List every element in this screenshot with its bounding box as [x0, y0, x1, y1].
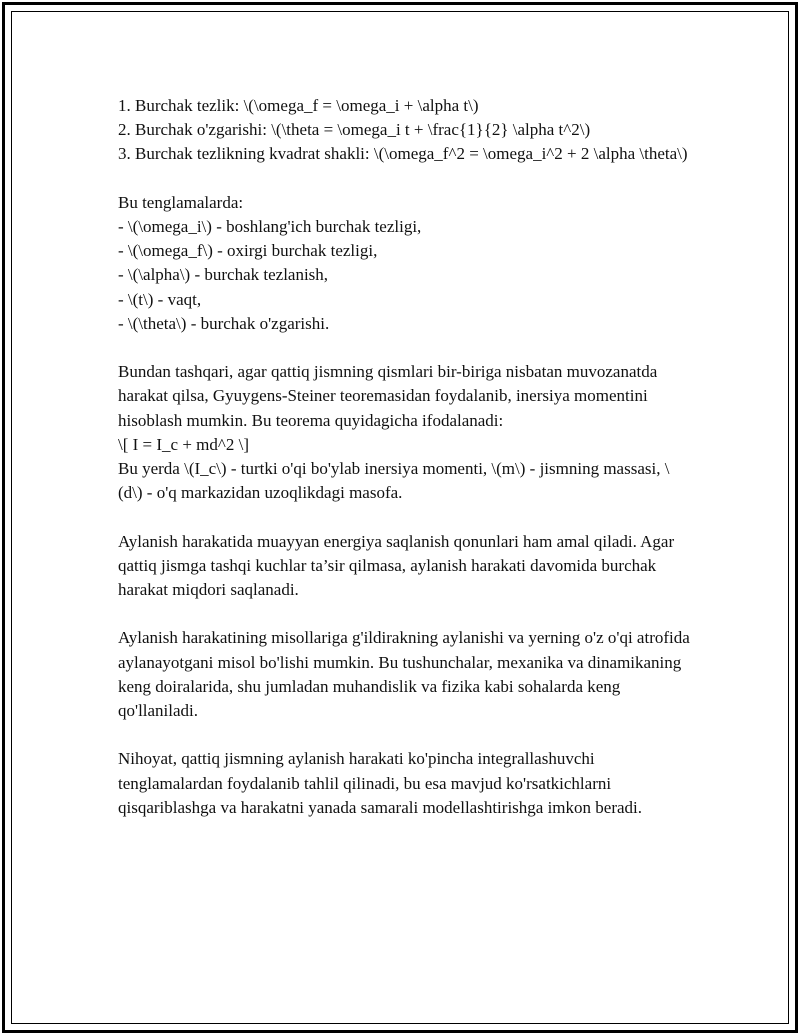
- document-body: [118, 94, 693, 844]
- equation-velocity-squared: 3. Burchak tezlikning kvadrat shakli: \(\omega_f^2 = \omega_i^2 + 2 \alpha \theta\): [118, 144, 688, 164]
- steiner-formula: \[ I = I_c + md^2 \]: [118, 434, 250, 454]
- equations-block: [118, 94, 693, 167]
- equation-angular-displacement: 2. Burchak o'zgarishi: \(\theta = \omega_i t + \frac{1}{2} \alpha t^2\): [118, 120, 591, 140]
- variable-item-omega-f: - \(\omega_f\) - oxirgi burchak tezligi,: [118, 241, 378, 261]
- steiner-text: Bundan tashqari, agar qattiq jismning qismlari bir-biriga nisbatan muvozanatda harakat qilsa, Gyuygens-Steiner teoremasidan foydalanib, inersiya momentini hisoblash mumkin. Bu teorema quyidagicha ifodalanadi:: [118, 362, 658, 430]
- variable-item-omega-i: - \(\omega_i\) - boshlang'ich burchak tezligi,: [118, 217, 422, 236]
- steiner-paragraph: [118, 360, 693, 505]
- examples-paragraph: Aylanish harakatining misollariga g'ildirakning aylanishi va yerning o'z o'qi atrofida aylanayotgani misol bo'lishi mumkin. Bu tushunchalar, mexanika va dinamikaning keng doiralarida, shu jumladan muhandislik va fizika kabi sohalarda keng qo'llaniladi.: [118, 628, 690, 721]
- equation-angular-velocity: 1. Burchak tezlik: \(\omega_f = \omega_i + \alpha t\): [118, 96, 479, 115]
- variable-item-t: - \(t\) - vaqt,: [118, 289, 202, 309]
- energy-paragraph: Aylanish harakatida muayyan energiya saqlanish qonunlari ham amal qiladi. Agar qattiq jismga tashqi kuchlar ta’sir qilmasa, aylanish harakati davomida burchak harakat miqdori saqlanadi.: [118, 531, 675, 600]
- steiner-explanation: Bu yerda \(I_c\) - turtki o'qi bo'ylab inersiya momenti, \(m\) - jismning massasi, \(d\) - o'q markazidan uzoqlikdagi masofa.: [118, 459, 670, 503]
- variable-item-alpha: - \(\alpha\) - burchak tezlanish,: [118, 265, 329, 285]
- conclusion-paragraph: Nihoyat, qattiq jismning aylanish harakati ko'pincha integrallashuvchi tenglamalardan foydalanib tahlil qilinadi, bu esa mavjud ko'rsatkichlarni qisqariblashga va harakatni yanada samarali modellashtirishga imkon beradi.: [118, 749, 642, 817]
- variables-block: [118, 191, 693, 336]
- variables-intro: Bu tenglamalarda:: [118, 192, 244, 212]
- variable-item-theta: - \(\theta\) - burchak o'zgarishi.: [118, 313, 330, 333]
